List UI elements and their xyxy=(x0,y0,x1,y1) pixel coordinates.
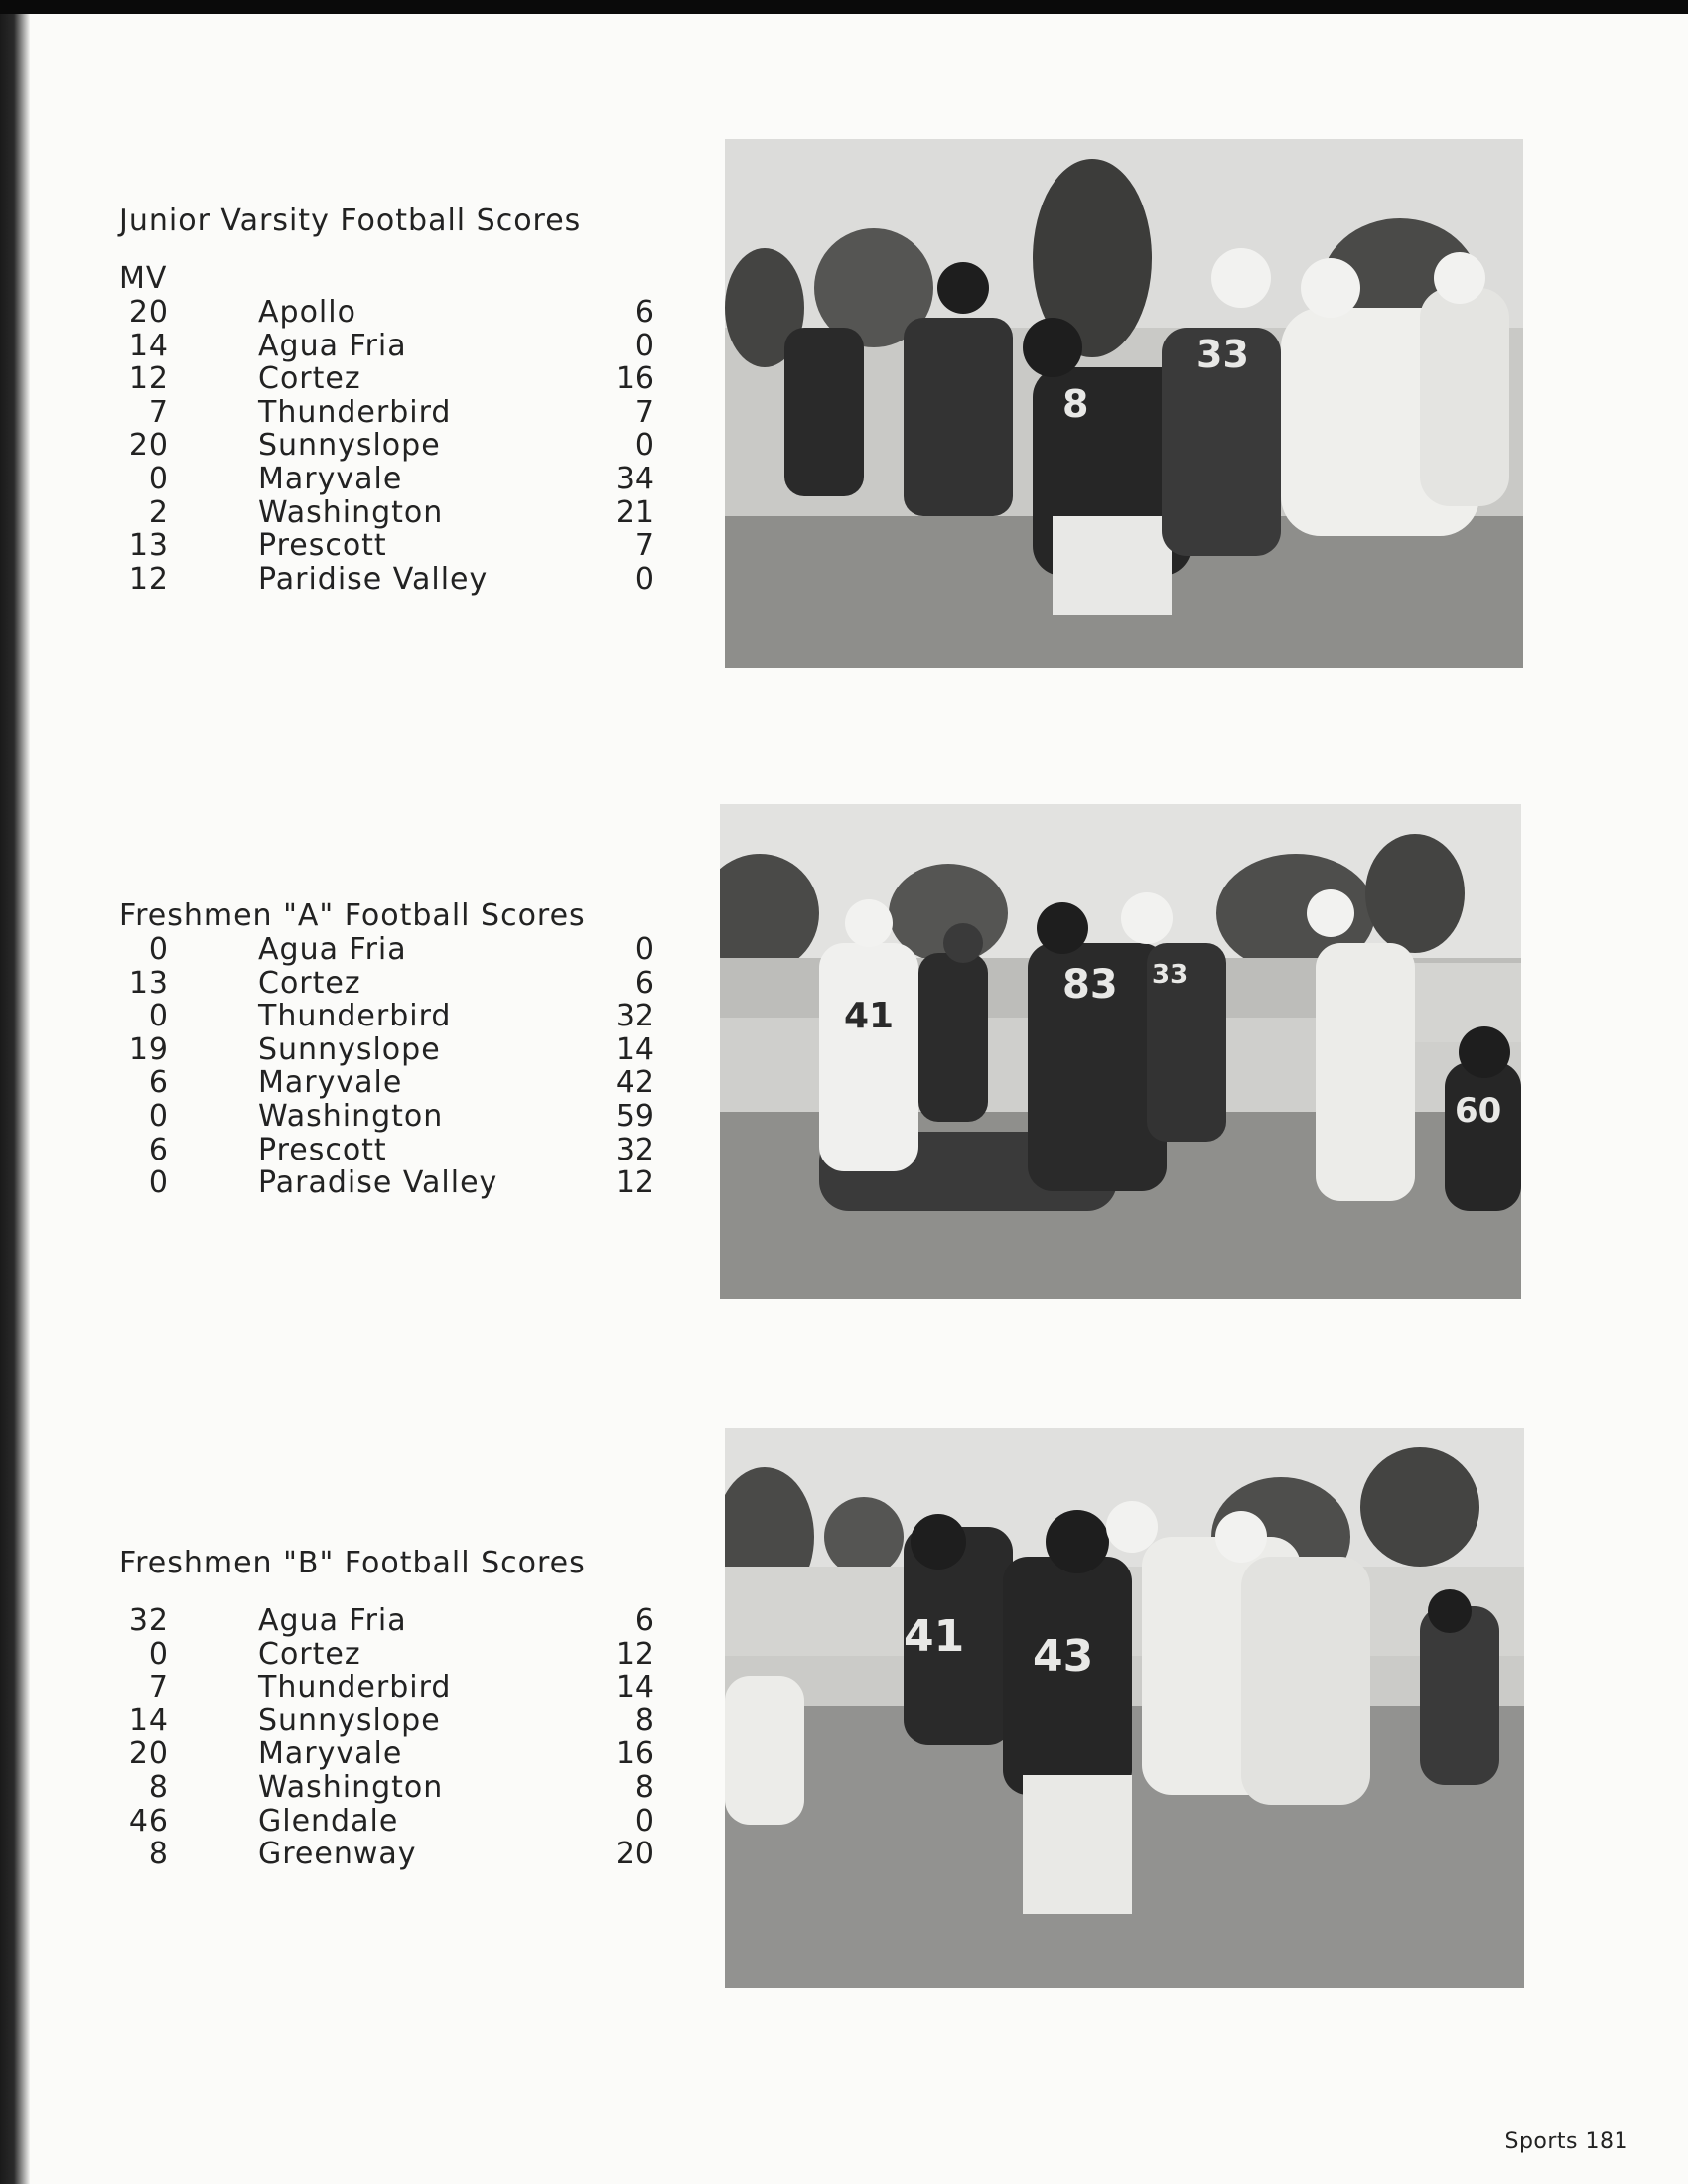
opponent-name: Cortez xyxy=(258,1636,361,1672)
mv-score: 0 xyxy=(148,1165,169,1201)
score-row xyxy=(119,1100,655,1134)
score-row xyxy=(119,496,655,530)
fa-title: Freshmen "A" Football Scores xyxy=(119,898,586,933)
freshmen-b-game-photo xyxy=(725,1428,1524,1988)
mv-score: 8 xyxy=(148,1837,169,1872)
scan-left-edge xyxy=(0,14,30,2184)
opponent-score: 32 xyxy=(615,1132,655,1167)
opponent-score: 6 xyxy=(634,295,655,330)
opponent-name: Agua Fria xyxy=(258,932,407,967)
opponent-name: Agua Fria xyxy=(258,1603,407,1638)
jv-mv-label: MV xyxy=(119,261,168,296)
score-row xyxy=(119,1604,655,1638)
opponent-name: Sunnyslope xyxy=(258,1031,441,1067)
opponent-name: Thunderbird xyxy=(258,1670,452,1706)
mv-score: 0 xyxy=(148,932,169,967)
mv-score: 0 xyxy=(148,999,169,1034)
mv-score: 19 xyxy=(128,1031,169,1067)
jv-title: Junior Varsity Football Scores xyxy=(119,204,582,238)
opponent-score: 32 xyxy=(615,999,655,1034)
score-row xyxy=(119,1000,655,1033)
score-row xyxy=(119,1737,655,1771)
opponent-score: 0 xyxy=(634,428,655,464)
opponent-name: Maryvale xyxy=(258,1736,403,1772)
page-footer: Sports 181 xyxy=(1504,2129,1628,2154)
opponent-score: 8 xyxy=(634,1769,655,1805)
score-row xyxy=(119,396,655,430)
opponent-score: 7 xyxy=(634,528,655,564)
freshmen-a-game-photo xyxy=(720,804,1521,1299)
mv-score: 6 xyxy=(148,1132,169,1167)
mv-score: 2 xyxy=(148,494,169,530)
mv-score: 6 xyxy=(148,1065,169,1101)
opponent-name: Maryvale xyxy=(258,1065,403,1101)
score-row xyxy=(119,1705,655,1738)
fa-score-list xyxy=(119,933,655,1200)
opponent-name: Cortez xyxy=(258,361,361,397)
opponent-score: 21 xyxy=(615,494,655,530)
score-row xyxy=(119,933,655,967)
opponent-score: 8 xyxy=(634,1703,655,1738)
mv-score: 12 xyxy=(128,361,169,397)
jersey-number: 41 xyxy=(844,996,895,1036)
opponent-name: Prescott xyxy=(258,1132,387,1167)
opponent-name: Paridise Valley xyxy=(258,561,489,597)
opponent-name: Apollo xyxy=(258,295,356,330)
opponent-score: 14 xyxy=(615,1031,655,1067)
opponent-score: 0 xyxy=(634,328,655,363)
jersey-number: 8 xyxy=(1062,382,1089,426)
opponent-score: 7 xyxy=(634,394,655,430)
score-row xyxy=(119,563,655,597)
mv-score: 20 xyxy=(128,295,169,330)
opponent-name: Sunnyslope xyxy=(258,428,441,464)
score-row xyxy=(119,1838,655,1871)
opponent-score: 6 xyxy=(634,1603,655,1638)
scan-top-border xyxy=(0,0,1688,14)
opponent-name: Glendale xyxy=(258,1803,399,1839)
mv-score: 7 xyxy=(148,1670,169,1706)
mv-score: 14 xyxy=(128,1703,169,1738)
opponent-name: Washington xyxy=(258,494,444,530)
mv-score: 0 xyxy=(148,461,169,496)
mv-score: 14 xyxy=(128,328,169,363)
score-row xyxy=(119,1671,655,1705)
score-row xyxy=(119,1638,655,1672)
fb-score-list xyxy=(119,1604,655,1871)
jv-score-list xyxy=(119,296,655,596)
fb-scores-section xyxy=(119,1547,655,1871)
opponent-name: Prescott xyxy=(258,528,387,564)
mv-score: 12 xyxy=(128,561,169,597)
opponent-name: Cortez xyxy=(258,965,361,1001)
score-row xyxy=(119,1771,655,1805)
mv-score: 20 xyxy=(128,1736,169,1772)
opponent-score: 0 xyxy=(634,932,655,967)
opponent-score: 14 xyxy=(615,1670,655,1706)
jersey-number: 41 xyxy=(904,1611,965,1662)
opponent-name: Washington xyxy=(258,1769,444,1805)
mv-score: 13 xyxy=(128,528,169,564)
score-row xyxy=(119,463,655,496)
opponent-name: Maryvale xyxy=(258,461,403,496)
mv-score: 0 xyxy=(148,1636,169,1672)
score-row xyxy=(119,967,655,1001)
mv-score: 20 xyxy=(128,428,169,464)
jersey-number: 43 xyxy=(1033,1631,1094,1682)
fb-title: Freshmen "B" Football Scores xyxy=(119,1546,586,1580)
opponent-name: Greenway xyxy=(258,1837,417,1872)
opponent-name: Washington xyxy=(258,1098,444,1134)
opponent-score: 6 xyxy=(634,965,655,1001)
opponent-score: 12 xyxy=(615,1165,655,1201)
mv-score: 13 xyxy=(128,965,169,1001)
opponent-score: 16 xyxy=(615,1736,655,1772)
score-row xyxy=(119,362,655,396)
mv-score: 46 xyxy=(128,1803,169,1839)
score-row xyxy=(119,1805,655,1839)
jersey-number: 33 xyxy=(1152,960,1189,990)
opponent-score: 59 xyxy=(615,1098,655,1134)
score-row xyxy=(119,1033,655,1067)
opponent-name: Agua Fria xyxy=(258,328,407,363)
score-row xyxy=(119,1134,655,1167)
mv-score: 32 xyxy=(128,1603,169,1638)
opponent-score: 42 xyxy=(615,1065,655,1101)
mv-score: 8 xyxy=(148,1769,169,1805)
opponent-score: 34 xyxy=(615,461,655,496)
opponent-score: 0 xyxy=(634,1803,655,1839)
score-row xyxy=(119,1066,655,1100)
score-row xyxy=(119,529,655,563)
jersey-number: 60 xyxy=(1455,1091,1502,1131)
mv-score: 0 xyxy=(148,1098,169,1134)
opponent-score: 16 xyxy=(615,361,655,397)
opponent-name: Thunderbird xyxy=(258,394,452,430)
opponent-score: 12 xyxy=(615,1636,655,1672)
mv-score: 7 xyxy=(148,394,169,430)
opponent-score: 20 xyxy=(615,1837,655,1872)
score-row xyxy=(119,429,655,463)
jersey-number: 83 xyxy=(1062,962,1118,1008)
opponent-score: 0 xyxy=(634,561,655,597)
fa-scores-section xyxy=(119,899,655,1200)
opponent-name: Paradise Valley xyxy=(258,1165,498,1201)
jv-game-photo xyxy=(725,139,1523,668)
opponent-name: Thunderbird xyxy=(258,999,452,1034)
score-row xyxy=(119,330,655,363)
jv-scores-section xyxy=(119,205,655,596)
jersey-number: 33 xyxy=(1196,333,1249,376)
score-row xyxy=(119,296,655,330)
score-row xyxy=(119,1166,655,1200)
opponent-name: Sunnyslope xyxy=(258,1703,441,1738)
